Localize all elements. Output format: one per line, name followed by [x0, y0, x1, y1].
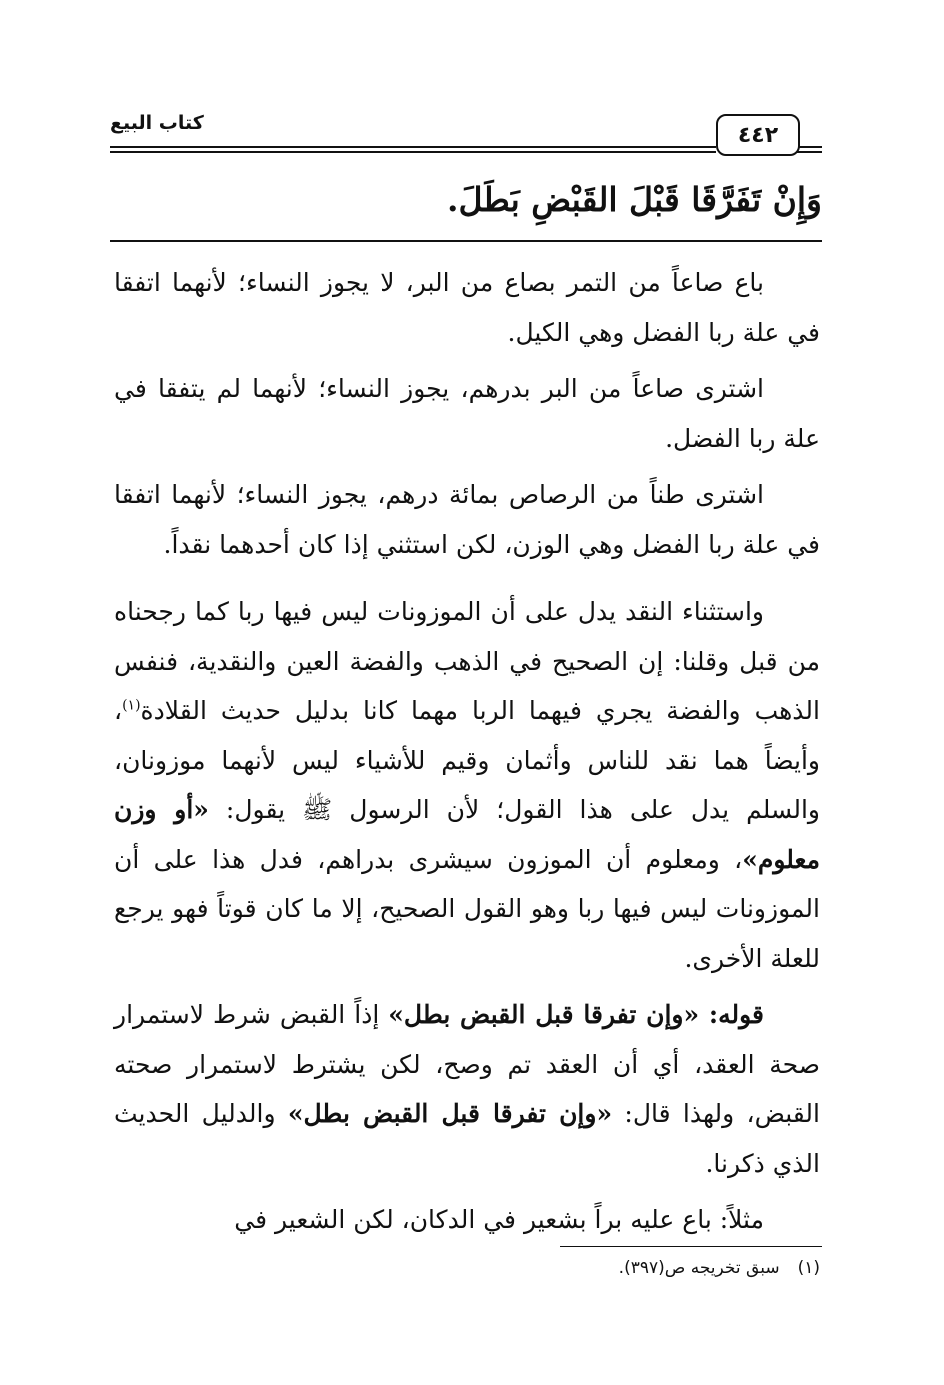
paragraph-5 [114, 990, 820, 1188]
header-rule-bottom [110, 151, 716, 153]
footnote-divider [560, 1246, 822, 1247]
matn-divider [110, 240, 822, 242]
paragraph-2: اشترى صاعاً من البر بدرهم، يجوز النساء؛ لأنهما لم يتفقا في علة ربا الفضل. [114, 374, 820, 453]
qawluhu-label: قوله: [708, 1000, 764, 1029]
matn-text: وَإِنْ تَفَرَّقَا قَبْلَ القَبْضِ بَطَلَ. [447, 180, 822, 219]
paragraph-4 [114, 587, 820, 983]
footnote-number: (١) [797, 1258, 820, 1278]
matn-quote-1: «وإن تفرقا قبل القبض بطل» [388, 1000, 709, 1029]
header-rule-top [110, 146, 716, 148]
paragraph-4-part-a: واستثناء النقد يدل على أن الموزونات ليس فيها ربا كما رجحناه من قبل وقلنا: إن الصحيح في الذهب والفضة العين والنقدية، فنفس الذهب والفضة يجري فيهما الربا مهما كانا بدليل حديث القلادة [114, 597, 820, 725]
page-header [110, 110, 822, 160]
footnote-text: سبق تخريجه ص(٣٩٧). [618, 1258, 780, 1278]
hadith-quote: «أو وزن معلوم» [114, 795, 820, 874]
book-title: كتاب البيع [110, 112, 204, 134]
paragraph-5-part-b: والدليل الحديث الذي ذكرنا. [114, 1099, 820, 1178]
header-rule-right-bottom [796, 151, 822, 153]
paragraph-4-part-c: ، ومعلوم أن الموزون سيشرى بدراهم، فدل هذا على أن الموزونات ليس فيها ربا وهو القول الصحيح، إلا ما كان قوتاً فهو يرجع للعلة الأخرى. [114, 844, 820, 973]
page-number: ٤٤٢ [716, 114, 800, 156]
footnote-1 [300, 1258, 820, 1278]
paragraph-5-part-a: إذاً القبض شرط لاستمرار صحة العقد، أي أن العقد تم وصح، لكن يشترط لاستمرار صحته القبض، ولهذا قال: [114, 1000, 820, 1128]
commentary-body [114, 258, 820, 1252]
paragraph-6: مثلاً: باع عليه براً بشعير في الدكان، لكن الشعير في [234, 1205, 764, 1234]
matn-quote-2: «وإن تفرقا قبل القبض بطل» [287, 1099, 613, 1128]
footnote-reference: (١) [122, 697, 141, 714]
paragraph-1: باع صاعاً من التمر بصاع من البر، لا يجوز النساء؛ لأنهما اتفقا في علة ربا الفضل وهي الكيل. [114, 268, 820, 347]
paragraph-4-part-b: ، وأيضاً هما نقد للناس وأثمان وقيم للأشياء ليس لأنهما موزونان، والسلم يدل على هذا القول؛ لأن الرسول ﷺ يقول: [114, 696, 820, 824]
paragraph-3: اشترى طناً من الرصاص بمائة درهم، يجوز النساء؛ لأنهما اتفقا في علة ربا الفضل وهي الوزن، لكن استثني إذا كان أحدهما نقداً. [114, 480, 820, 559]
